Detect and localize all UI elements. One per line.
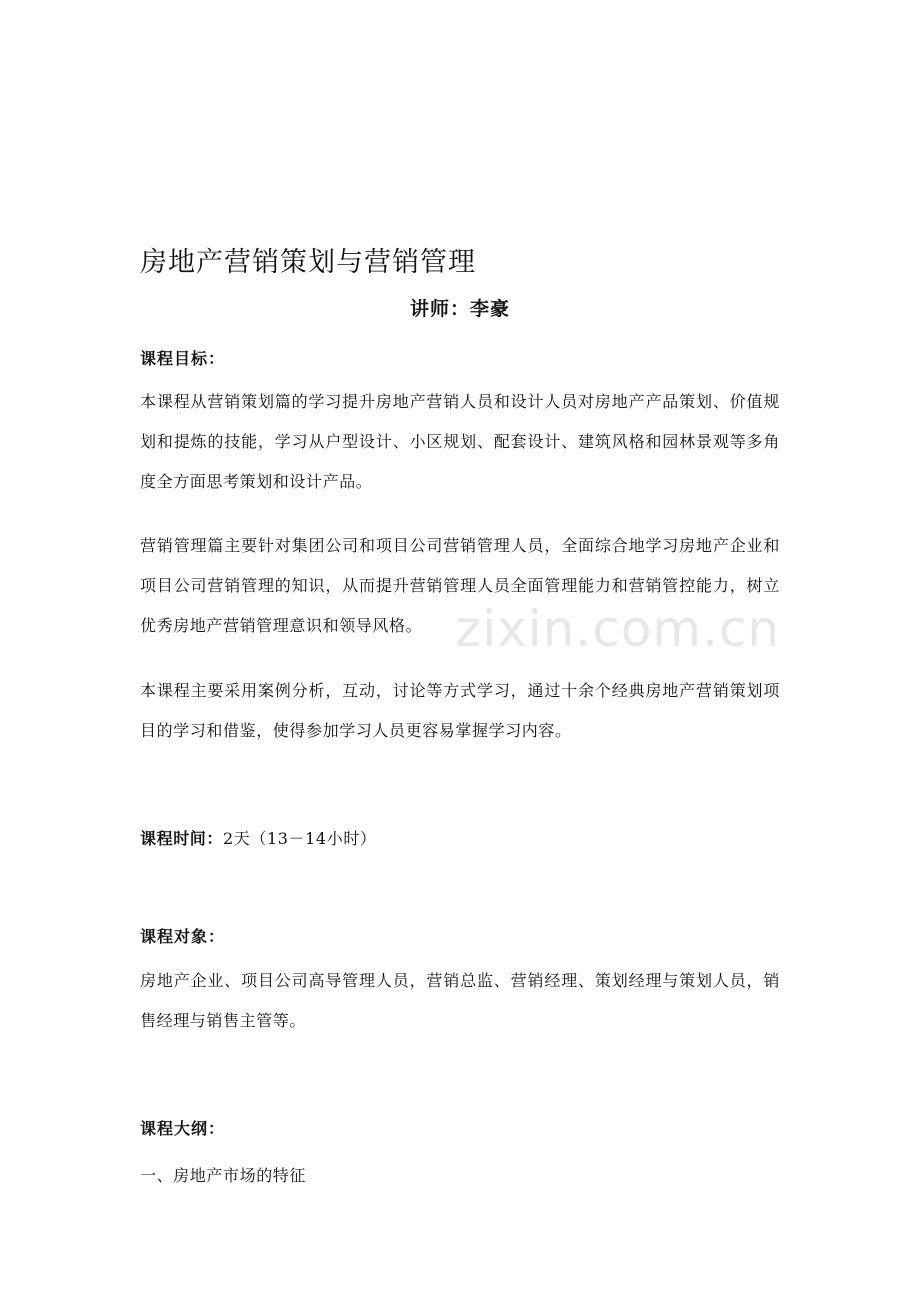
duration-line	[140, 826, 377, 849]
outline-heading: 课程大纲：	[140, 1119, 226, 1138]
objectives-heading: 课程目标：	[140, 349, 226, 368]
audience-paragraph: 房地产企业、项目公司高导管理人员，营销总监、营销经理、策划经理与策划人员，销售经理与销售主管等。	[140, 971, 780, 1030]
outline-item: 一、房地产市场的特征	[140, 1166, 307, 1185]
duration-label: 课程时间：	[140, 829, 224, 848]
duration-value: 2天（13－14小时）	[223, 829, 377, 848]
audience-heading: 课程对象：	[140, 927, 226, 946]
document-title: 房地产营销策划与营销管理	[140, 247, 476, 278]
lecturer-line: 讲师：李豪	[409, 298, 510, 320]
objectives-paragraph-3: 本课程主要采用案例分析，互动，讨论等方式学习，通过十余个经典房地产营销策划项目的学习和借鉴，使得参加学习人员更容易掌握学习内容。	[140, 681, 780, 740]
objectives-paragraph-2: 营销管理篇主要针对集团公司和项目公司营销管理人员，全面综合地学习房地产企业和项目公司营销管理的知识，从而提升营销管理人员全面管理能力和营销管控能力，树立优秀房地产营销管理意识和领导风格。	[140, 536, 780, 635]
objectives-paragraph-1: 本课程从营销策划篇的学习提升房地产营销人员和设计人员对房地产产品策划、价值规划和提炼的技能，学习从户型设计、小区规划、配套设计、建筑风格和园林景观等多角度全方面思考策划和设计产品。	[140, 392, 780, 491]
site-watermark: zixin.com.cn	[455, 600, 781, 658]
